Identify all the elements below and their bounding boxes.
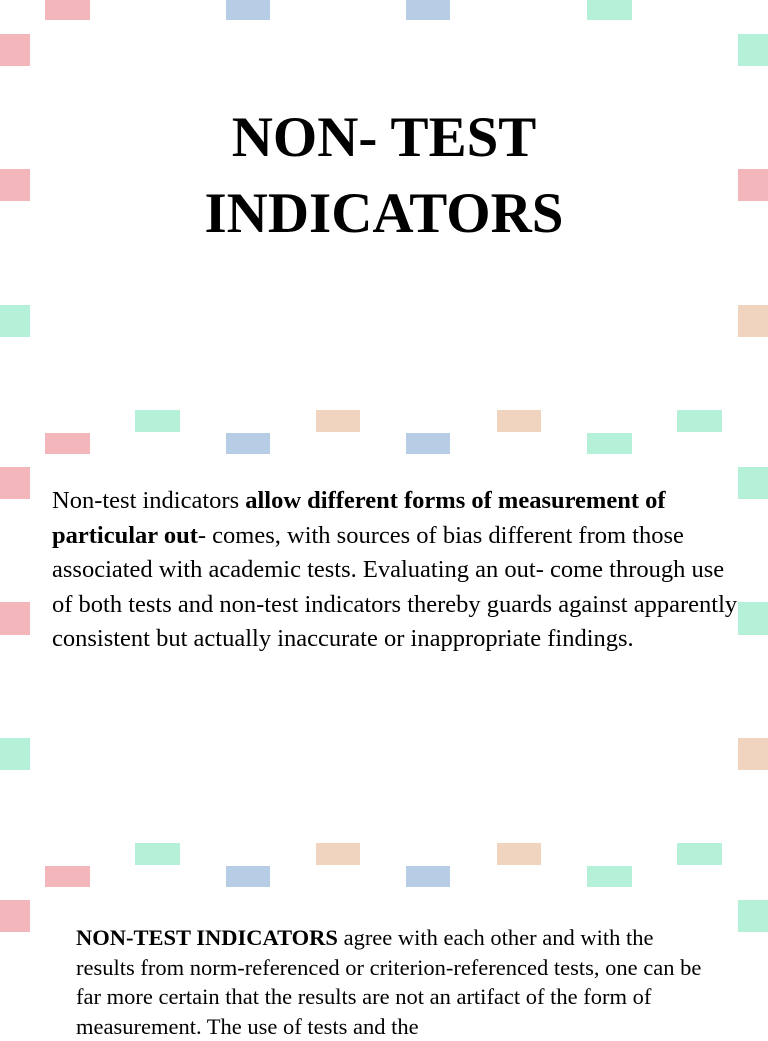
border-dash	[226, 433, 270, 454]
slide-title	[0, 100, 768, 252]
title-line: INDICATORS	[204, 182, 564, 245]
border-dash	[587, 0, 632, 20]
border-dash	[0, 738, 30, 770]
border-dash	[406, 0, 450, 20]
body-text: - comes, with sources of bias different from those associated with academic tests. Evaluating an out- come through use of both tests and non-test indicators thereby guards against apparently consistent but actually inaccurate or inappropriate findings.	[52, 521, 738, 652]
border-dash	[587, 866, 632, 887]
border-dash	[0, 467, 30, 499]
border-dash	[738, 602, 768, 635]
border-dash	[316, 843, 360, 865]
border-dash	[0, 305, 30, 337]
border-dash	[738, 738, 768, 770]
border-dash	[226, 866, 270, 887]
border-dash	[0, 34, 30, 66]
border-dash	[135, 410, 180, 432]
border-dash	[497, 410, 541, 432]
border-dash	[738, 34, 768, 66]
border-dash	[45, 0, 90, 20]
body-text: agree with each other and with the results from norm-referenced or criterion-referenced tests, one can be far more certain that the results are not an artifact of the form of measurement. The use of tests and the	[76, 925, 702, 1039]
border-dash	[226, 0, 270, 20]
body-bold-text: NON-TEST INDICATORS	[76, 925, 338, 950]
border-dash	[406, 433, 450, 454]
slide-body-text	[52, 484, 742, 657]
slide-body-text	[76, 923, 716, 1041]
border-dash	[45, 866, 90, 887]
border-dash	[677, 410, 722, 432]
border-dash	[316, 410, 360, 432]
border-dash	[587, 433, 632, 454]
border-dash	[738, 467, 768, 499]
border-dash	[497, 843, 541, 865]
body-bold-text: allow different forms of measurement of particular out	[52, 487, 666, 549]
border-dash	[677, 843, 722, 865]
border-dash	[45, 433, 90, 454]
border-dash	[738, 900, 768, 932]
border-dash	[135, 843, 180, 865]
border-dash	[0, 900, 30, 932]
title-line: NON- TEST	[231, 106, 537, 169]
body-text: Non-test indicators	[52, 487, 246, 514]
border-dash	[738, 305, 768, 337]
border-dash	[406, 866, 450, 887]
border-dash	[0, 602, 30, 635]
